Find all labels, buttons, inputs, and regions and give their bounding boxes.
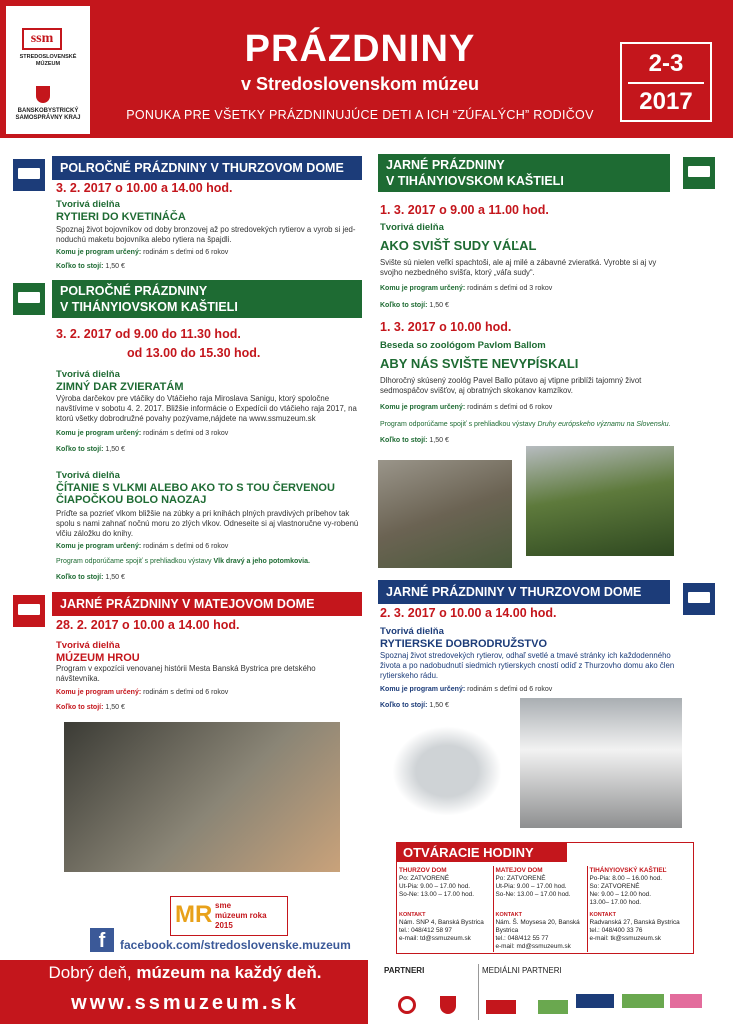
event-exhibition: Program odporúčame spojiť s prehliadkou výstavy Druhy európskeho významu na Slovensku.	[380, 421, 671, 428]
tagline: PONUKA PRE VŠETKY PRÁZDNINUJÚCE DETI A ICH “ZÚFALÝCH” RODIČOV	[126, 108, 594, 122]
event-price-2: Koľko to stojí: 1,50 €	[56, 574, 125, 581]
armor-photo	[392, 726, 502, 816]
event-title-2: ABY NÁS SVIŠTE NEVYPÍSKALI	[380, 356, 579, 371]
event-price: Koľko to stojí: 1,50 €	[380, 702, 449, 709]
facebook-icon[interactable]: f	[90, 928, 114, 952]
media-logo-5	[670, 994, 702, 1008]
section-bar-thurzov-jarne: JARNÉ PRÁZDNINY V THURZOVOM DOME	[378, 580, 670, 604]
museum-logo: ssm	[22, 28, 62, 50]
page-subtitle: v Stredoslovenskom múzeu	[240, 74, 480, 94]
media-logo-2	[538, 1000, 568, 1014]
event-title: MÚZEUM HROU	[56, 652, 140, 664]
section-bar-tihanyiovsky-jarne: JARNÉ PRÁZDNINY V TIHÁNYIOVSKOM KAŠTIELI	[378, 154, 670, 192]
museum-of-year-award: MR sme múzeum roka 2015	[170, 896, 288, 936]
region-text: BANSKOBYSTRICKÝ SAMOSPRÁVNY KRAJ	[15, 108, 81, 121]
event-date-2: od 13.00 do 15.30 hod.	[127, 346, 261, 360]
event-price: Koľko to stojí: 1,50 €	[56, 704, 125, 711]
event-type: Tvorivá dielňa	[56, 640, 120, 651]
event-desc: Výroba darčekov pre vtáčiky do Vtáčieho raja Miroslava Sanigu, ktorý spoločne navštívime v sobotu 4. 2. 2017. Bližšie informácie o Expedícii do vtáčieho raja 2017, na ktorú všetky dobrodružné povahy pozývame,nájdete na www.ssmuzeum.sk	[56, 394, 357, 423]
event-audience-2: Komu je program určený: rodinám s deťmi od 6 rokov	[56, 543, 229, 550]
logo-text: STREDOSLOVENSKÉ MÚZEUM	[19, 54, 77, 67]
event-date-2: 1. 3. 2017 o 10.00 hod.	[380, 320, 512, 334]
event-type: Tvorivá dielňa	[380, 222, 444, 233]
children-armor-photo	[64, 722, 340, 872]
event-title: RYTIERSKE DOBRODRUŽSTVO	[380, 638, 548, 650]
knights-photo	[520, 698, 682, 828]
event-audience: Komu je program určený: rodinám s deťmi od 3 rokov	[56, 430, 229, 437]
event-type: Tvorivá dielňa	[56, 369, 120, 380]
event-date: 3. 2. 2017 o 10.00 a 14.00 hod.	[56, 181, 233, 195]
media-logo-1	[486, 1000, 516, 1014]
event-price-2: Koľko to stojí: 1,50 €	[380, 437, 449, 444]
event-price: Koľko to stojí: 1,50 €	[56, 446, 125, 453]
thurzov-badge-icon	[682, 582, 716, 616]
event-exhibition: Program odporúčame spojiť s prehliadkou výstavy Vlk dravý a jeho potomkovia.	[56, 558, 310, 565]
event-title-2: ČÍTANIE S VLKMI ALEBO AKO TO S TOU ČERVENOU ČIAPOČKOU BOLO NAOZAJ	[56, 482, 335, 506]
event-audience: Komu je program určený: rodinám s deťmi od 6 rokov	[56, 249, 229, 256]
event-audience: Komu je program určený: rodinám s deťmi od 6 rokov	[380, 686, 553, 693]
event-desc: Spoznaj život stredovekých rytierov, odhaľ svetlé a tmavé stránky ich každodenného života a po nadobudnutí siedmich rytierskych cností odíď z Thurzovho domu ako člen rytierskeho rádu.	[380, 651, 675, 680]
media-logo-3	[576, 994, 614, 1008]
section-bar-tihanyiovsky-polrocne: POLROČNÉ PRÁZDNINY V TIHÁNYIOVSKOM KAŠTIELI	[52, 280, 362, 318]
facebook-link[interactable]: facebook.com/stredoslovenske.muzeum	[120, 938, 351, 952]
date-box: 2-3 2017	[620, 42, 712, 122]
thurzov-badge-icon	[12, 158, 46, 192]
marmot-photo	[378, 460, 512, 568]
event-type: Tvorivá dielňa	[380, 626, 444, 637]
event-desc: Spoznaj život bojovníkov od doby bronzovej až po stredovekých rytierov a vyrob si jed-noduchú maketu bojovníka alebo rytiera na špajdli.	[56, 225, 356, 244]
event-price: Koľko to stojí: 1,50 €	[56, 263, 125, 270]
event-desc: Svište sú nielen veľkí spachtoši, ale aj milé a zábavné zvieratká. Vyrobte si aj vy svojho nezbedného svišťa, ktorý „váľa sudy“.	[380, 258, 657, 277]
matejov-badge-icon	[12, 594, 46, 628]
opening-hours-box	[396, 842, 694, 954]
event-date: 2. 3. 2017 o 10.00 a 14.00 hod.	[380, 606, 557, 620]
event-price: Koľko to stojí: 1,50 €	[380, 302, 449, 309]
partner-logo-vuc	[398, 996, 416, 1014]
event-desc: Program v expozícii venovanej histórii Mesta Banská Bystrica pre detského návštevníka.	[56, 664, 316, 683]
media-partners-label: MEDIÁLNI PARTNERI	[482, 966, 562, 975]
event-audience: Komu je program určený: rodinám s deťmi od 6 rokov	[56, 689, 229, 696]
event-type: Tvorivá dielňa	[56, 199, 120, 210]
partners-divider	[478, 964, 479, 1020]
event-date: 3. 2. 2017 od 9.00 do 11.30 hod.	[56, 327, 241, 341]
tihanyiovsky-badge-icon	[12, 282, 46, 316]
website-link[interactable]: www.ssmuzeum.sk	[71, 992, 299, 1014]
opening-hours-table: THURZOV DOM Po: ZATVORENÉ Ut-Pia: 9.00 – 17.00 hod. So-Ne: 13.00 – 17.00 hod. KONTAKT Nám. SNP 4, Banská Bystrica tel.: 048/412 58 97 e-mail: td@ssmuzeum.sk MATEJOV DOM Po: ZATVORENÉ Ut-Pia: 9.00 – 17.00 hod. So-Ne: 13.00 – 17.00 hod. KONTAKT Nám. Š. Moysesa 20, Banská Bystrica tel.: 048/412 55 77 e-mail: md@ssmuzeum.sk TIHÁNYIOVSKÝ KAŠTIEĽ Po-Pia: 8.00 – 16.00 hod. So: ZATVORENÉ Ne: 9.00 – 12.00 hod. 13.00– 17.00 hod. KONTAKT Radvanská 27, Banská Bystrica tel.: 048/400 33 76 e-mail: tk@ssmuzeum.sk	[397, 866, 691, 952]
opening-hours-title: OTVÁRACIE HODINY	[397, 843, 567, 862]
event-title: ZIMNÝ DAR ZVIERATÁM	[56, 381, 184, 393]
zoologist-photo	[526, 446, 674, 556]
slogan: Dobrý deň, múzeum na každý deň.	[48, 963, 322, 982]
page-title: PRÁZDNINY	[244, 28, 476, 70]
region-crest-icon	[36, 86, 50, 103]
event-desc-2: Príďte sa pozrieť vlkom bližšie na zúbky a pri knihách plných pravdivých príbehov tak spolu s nami zahnať nočnú moru zo zlých vlkov. Odneseite si aj vlastnoručne vy-robenú vlčiu záložku do knihy.	[56, 509, 359, 538]
section-bar-matejov-jarne: JARNÉ PRÁZDNINY V MATEJOVOM DOME	[52, 592, 362, 616]
section-bar-thurzov-polrocne: POLROČNÉ PRÁZDNINY V THURZOVOM DOME	[52, 156, 362, 180]
event-type-2: Beseda so zoológom Pavlom Ballom	[380, 340, 546, 351]
media-logo-4	[622, 994, 664, 1008]
event-audience: Komu je program určený: rodinám s deťmi od 3 rokov	[380, 285, 553, 292]
event-type-2: Tvorivá dielňa	[56, 470, 120, 481]
partners-label: PARTNERI	[384, 966, 425, 975]
event-desc-2: Dlhoročný skúsený zoológ Pavel Ballo pútavo aj vtipne priblíži tajomný život sedmospáčov svišťov, aj obratných skokanov kamzíkov.	[380, 376, 642, 395]
tihanyiovsky-badge-icon	[682, 156, 716, 190]
event-date: 1. 3. 2017 o 9.00 a 11.00 hod.	[380, 203, 549, 217]
event-date: 28. 2. 2017 o 10.00 a 14.00 hod.	[56, 618, 240, 632]
event-title: RYTIERI DO KVETINÁČA	[56, 211, 186, 223]
event-title: AKO SVIŠŤ SUDY VÁĽAL	[380, 238, 537, 253]
event-audience-2: Komu je program určený: rodinám s deťmi od 6 rokov	[380, 404, 553, 411]
partner-logo-mesto	[440, 996, 456, 1014]
